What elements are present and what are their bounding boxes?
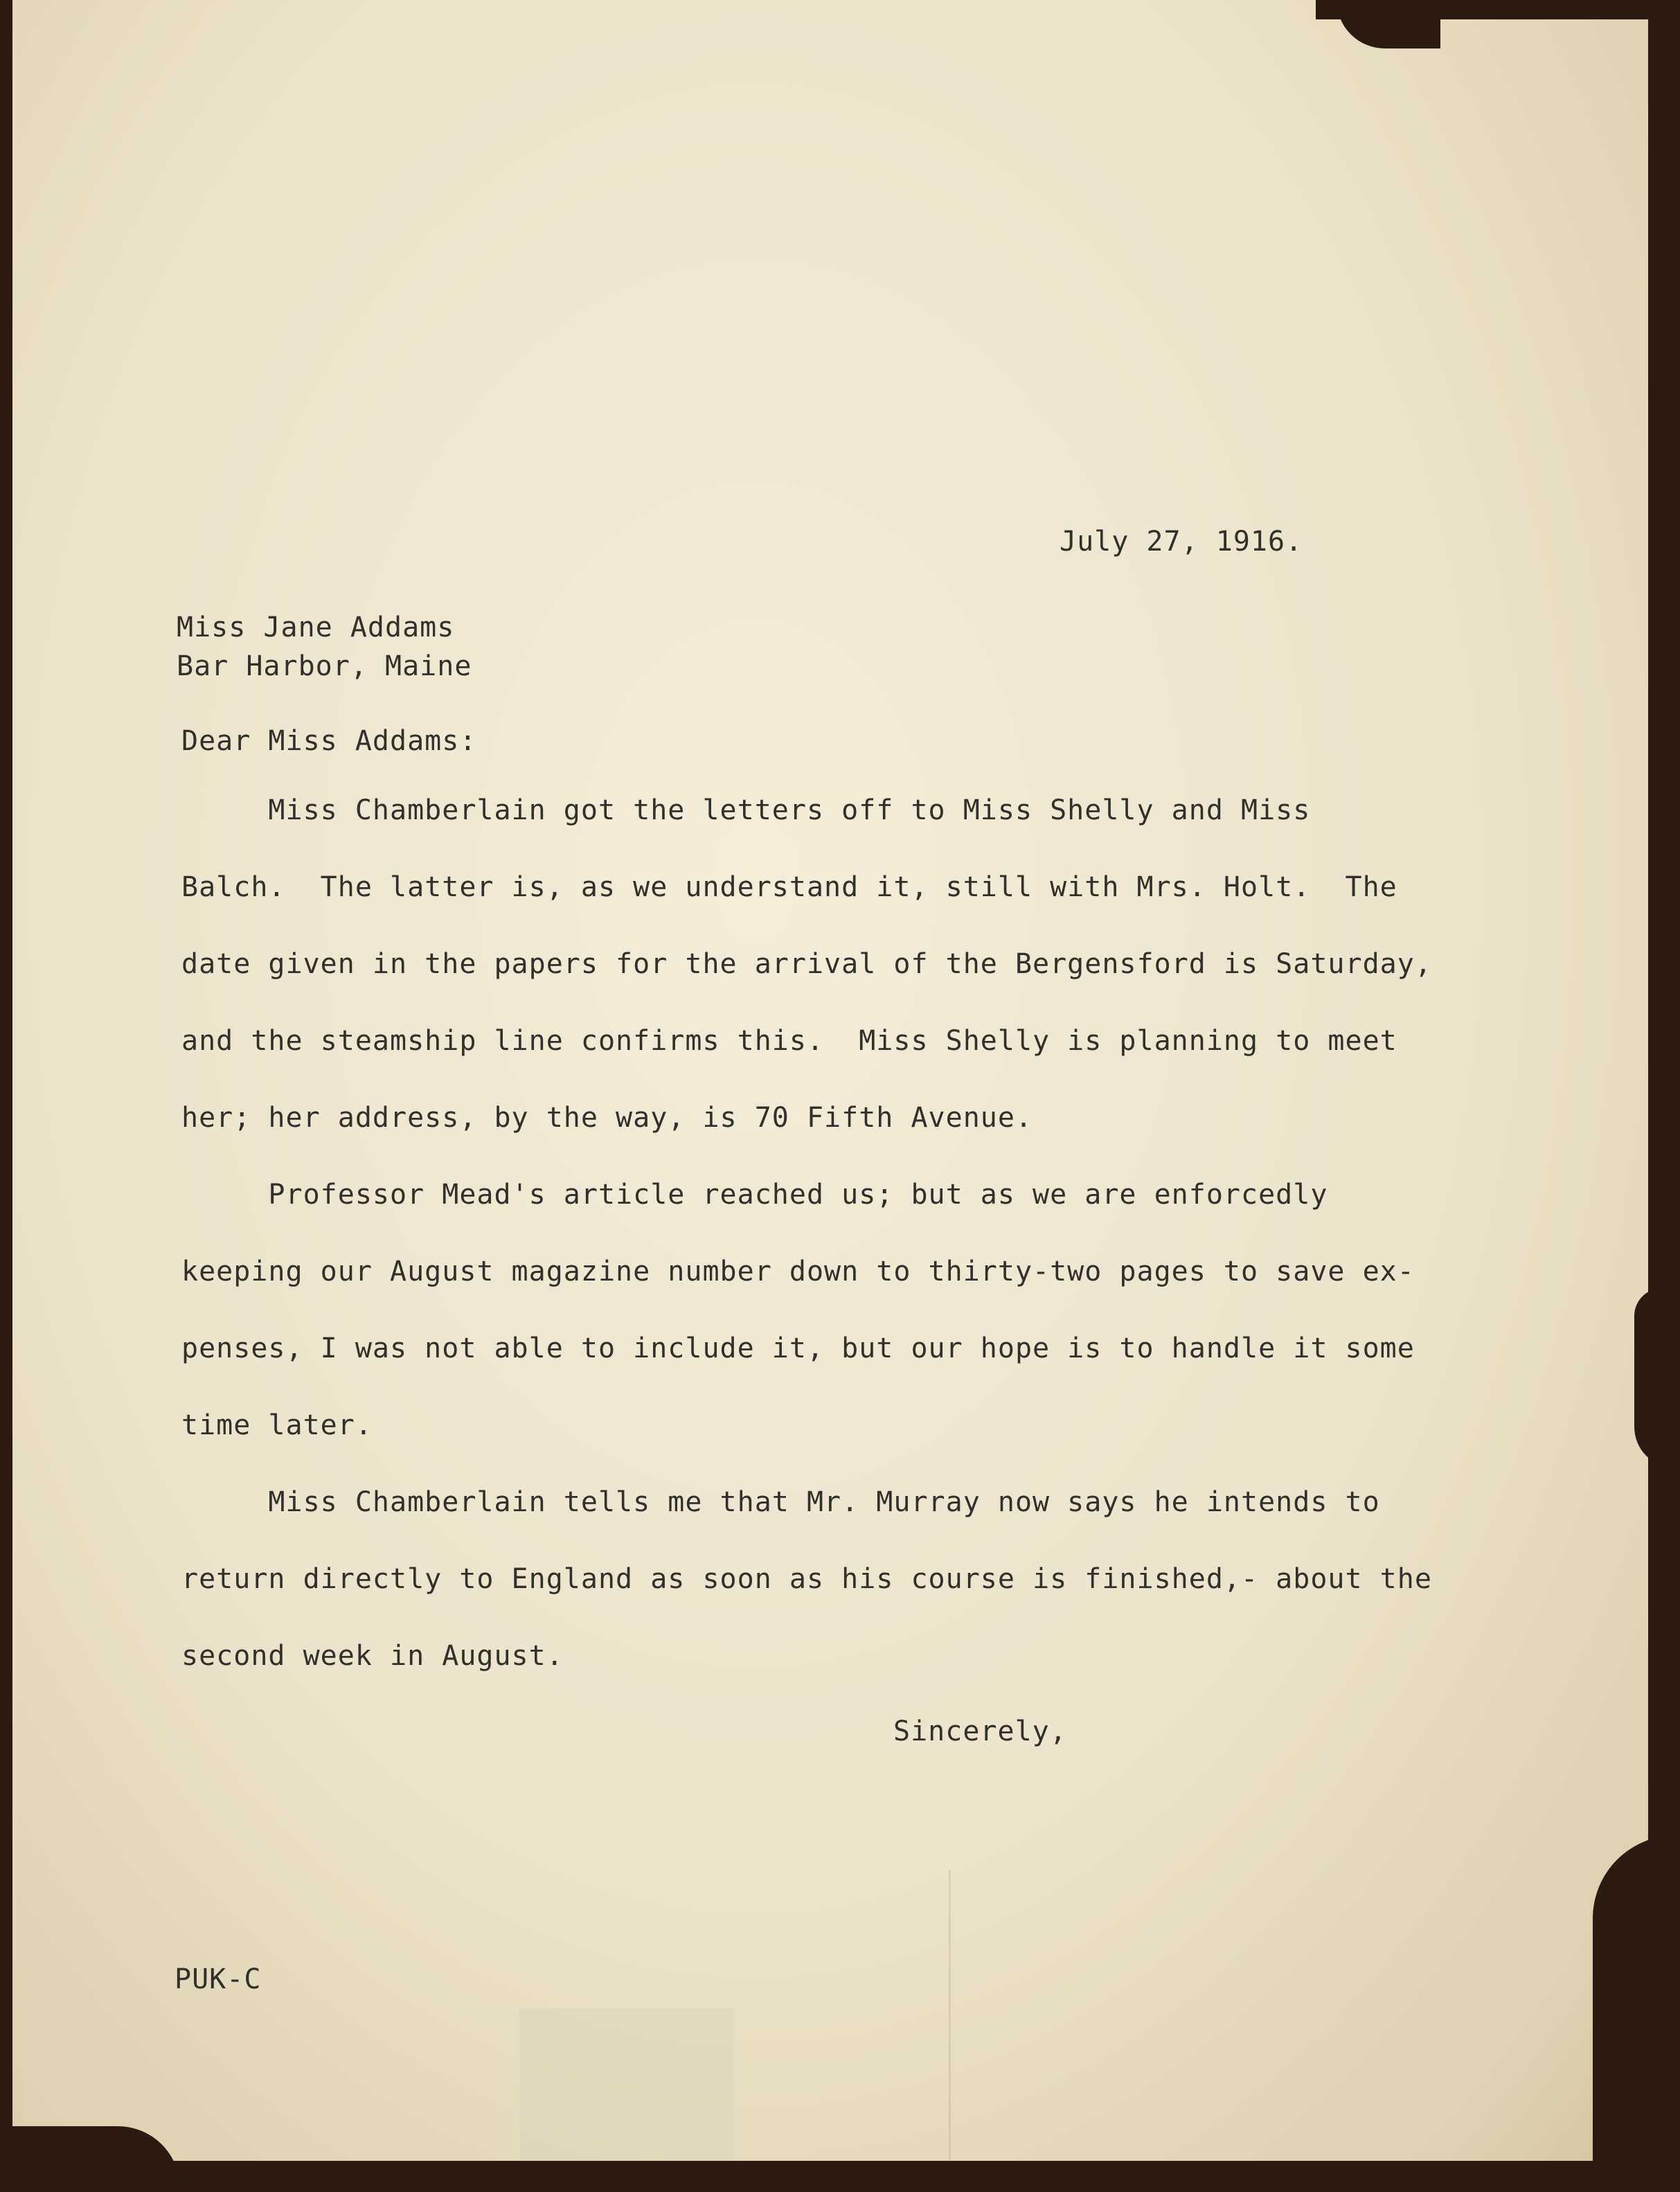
body-line: Miss Chamberlain tells me that Mr. Murray now says he intends to xyxy=(181,1486,1380,1518)
torn-edge-right-notch xyxy=(1634,1288,1680,1468)
paper-crease xyxy=(949,1870,951,2192)
body-line: date given in the papers for the arrival of the Bergensford is Saturday, xyxy=(181,948,1432,980)
body-line: Miss Chamberlain got the letters off to Miss Shelly and Miss xyxy=(181,794,1311,826)
torn-edge-left xyxy=(0,0,12,2192)
typist-initials: PUK-C xyxy=(175,1963,262,1995)
letter-date: July 27, 1916. xyxy=(1060,526,1303,558)
recipient-location: Bar Harbor, Maine xyxy=(177,650,472,682)
body-line: keeping our August magazine number down to thirty-two pages to save ex- xyxy=(181,1256,1415,1287)
recipient-name: Miss Jane Addams xyxy=(177,612,455,643)
body-line: time later. xyxy=(181,1409,373,1441)
torn-edge-bottom xyxy=(0,2161,1680,2192)
body-line: return directly to England as soon as his course is finished,- about the xyxy=(181,1563,1432,1595)
closing: Sincerely, xyxy=(893,1716,1067,1747)
body-line: and the steamship line confirms this. Miss Shelly is planning to meet xyxy=(181,1025,1397,1057)
body-line: Balch. The latter is, as we understand it, still with Mrs. Holt. The xyxy=(181,871,1397,903)
body-line: penses, I was not able to include it, but our hope is to handle it some xyxy=(181,1333,1415,1364)
salutation: Dear Miss Addams: xyxy=(181,725,477,757)
body-line: her; her address, by the way, is 70 Fifth Avenue. xyxy=(181,1102,1033,1134)
body-line: Professor Mead's article reached us; but as we are enforcedly xyxy=(181,1179,1328,1211)
body-line: second week in August. xyxy=(181,1640,564,1672)
recipient-address xyxy=(177,608,472,686)
torn-edge-bottom-right xyxy=(1593,1835,1680,2192)
